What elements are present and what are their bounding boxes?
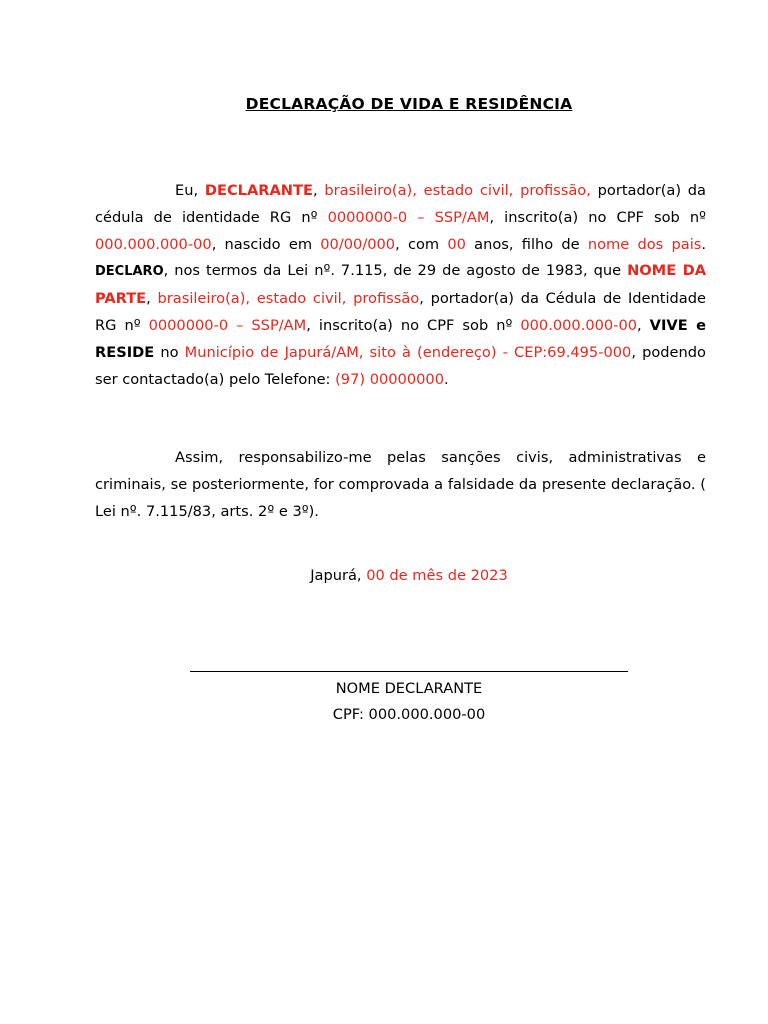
text-segment: . — [701, 235, 706, 253]
document-title: DECLARAÇÃO DE VIDA E RESIDÊNCIA — [245, 95, 573, 113]
text-segment: , — [637, 316, 650, 334]
rg-placeholder: 0000000-0 – SSP/AM — [148, 316, 307, 334]
parents-placeholder: nome dos pais — [587, 235, 702, 253]
text-segment: , inscrito(a) no CPF sob nº — [306, 316, 521, 334]
qualification-placeholder: brasileiro(a), estado civil, profissão — [157, 290, 420, 308]
cpf-placeholder: 000.000.000-00 — [95, 235, 212, 253]
responsibility-text: Assim, responsabilizo-me pelas sanções civis, administrativas e criminais, se posteriormente, for comprovada a falsidade da presente declaração. ( Lei nº. 7.115/83, arts. 2º e 3º). — [95, 449, 706, 520]
text-segment: , — [312, 182, 325, 199]
date-placeholder: 00 de mês de 2023 — [366, 567, 508, 584]
text-segment: portador(a) da cédula de identidade RG nº — [95, 182, 706, 226]
responsibility-paragraph — [95, 445, 706, 525]
birthdate-placeholder: 00/00/000 — [320, 235, 396, 253]
text-segment: no — [154, 343, 185, 361]
age-placeholder: 00 — [447, 235, 466, 253]
text-segment: anos, filho de — [465, 235, 588, 253]
date-city: Japurá, — [310, 567, 367, 584]
signature-line — [190, 671, 628, 672]
address-placeholder: Município de Japurá/AM, sito à (endereço) - CEP:69.495-000 — [184, 343, 632, 361]
declaration-paragraph — [95, 178, 706, 393]
date-line — [0, 567, 768, 584]
text-segment: , nos termos da Lei nº. 7.115, de 29 de agosto de 1983, que — [163, 262, 628, 280]
vive-reside-keyword: VIVE e RESIDE — [95, 316, 706, 361]
declarante-placeholder: DECLARANTE — [204, 182, 313, 199]
phone-placeholder: (97) 00000000 — [335, 370, 444, 388]
rg-placeholder: 0000000-0 – SSP/AM — [327, 208, 490, 226]
text-segment: , podendo ser contactado(a) pelo Telefone: — [95, 343, 706, 388]
cpf-placeholder: 000.000.000-00 — [520, 316, 638, 334]
party-name-placeholder: NOME DA PARTE — [95, 262, 706, 308]
signer-name: NOME DECLARANTE — [335, 680, 483, 697]
declaro-keyword: DECLARO — [95, 264, 164, 280]
text-segment: Eu, — [175, 182, 205, 199]
text-segment: , — [146, 290, 158, 308]
text-segment: . — [444, 370, 449, 388]
signer-cpf: CPF: 000.000.000-00 — [332, 706, 486, 723]
text-segment: , portador(a) da Cédula de Identidade RG nº — [95, 290, 706, 334]
text-segment: , com — [395, 235, 448, 253]
text-segment: , inscrito(a) no CPF sob nº — [489, 208, 706, 226]
qualification-placeholder: brasileiro(a), estado civil, profissão, — [324, 182, 591, 199]
text-segment: , nascido em — [211, 235, 321, 253]
